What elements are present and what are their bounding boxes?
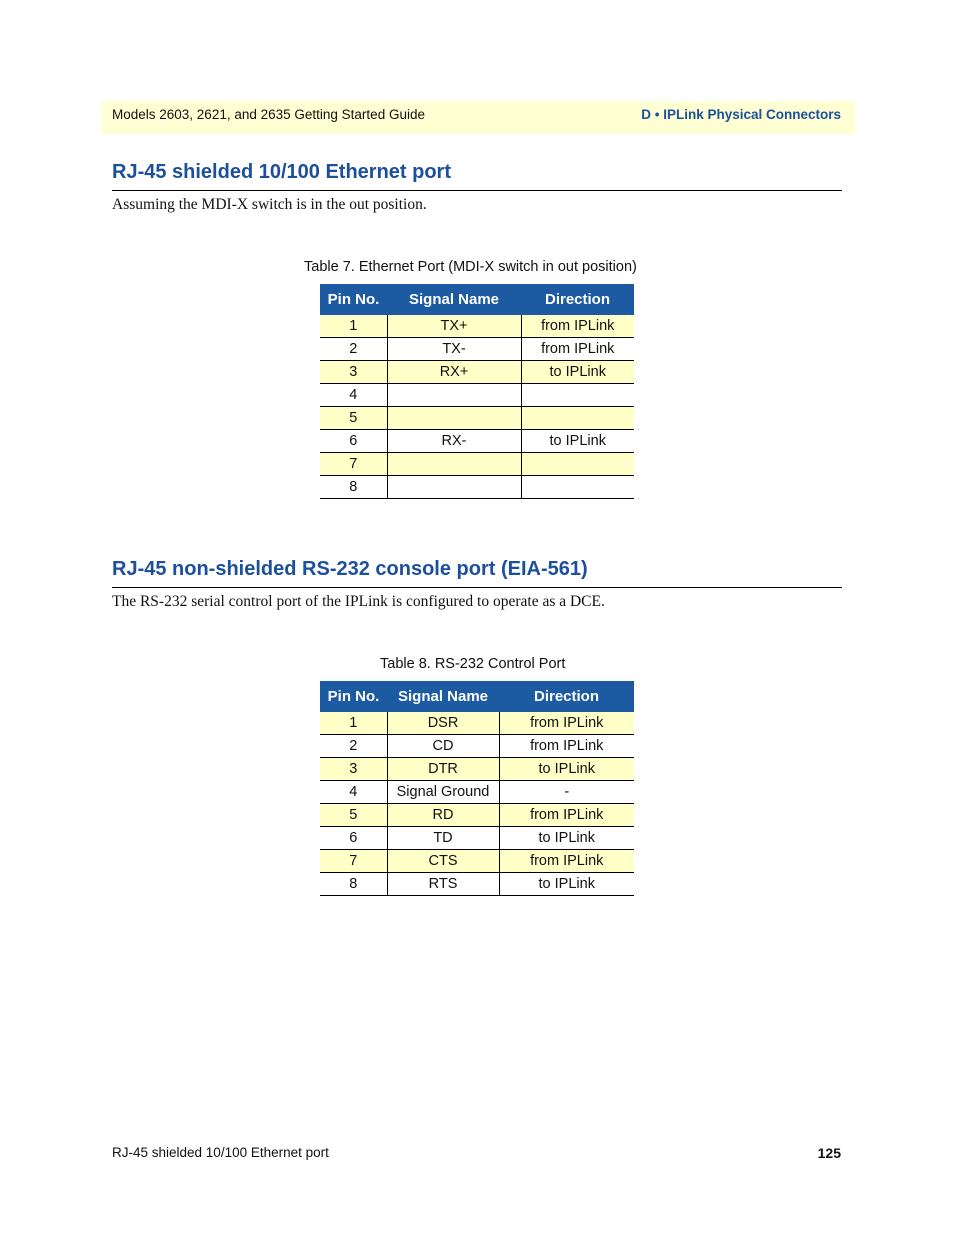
table-row <box>320 850 634 873</box>
cell-pin: 5 <box>320 804 387 827</box>
header-guide-title: Models 2603, 2621, and 2635 Getting Started Guide <box>112 107 425 122</box>
cell-pin: 8 <box>320 476 387 499</box>
cell-pin: 2 <box>320 735 387 758</box>
table-row <box>320 804 634 827</box>
cell-pin: 2 <box>320 338 387 361</box>
column-header-pin: Pin No. <box>320 284 387 315</box>
cell-signal: RX- <box>387 430 521 453</box>
cell-signal: TX- <box>387 338 521 361</box>
page-number: 125 <box>817 1145 841 1161</box>
cell-signal: RD <box>387 804 499 827</box>
cell-signal <box>387 407 521 430</box>
cell-pin: 6 <box>320 827 387 850</box>
table-row <box>320 315 634 338</box>
cell-direction: to IPLink <box>499 873 634 896</box>
cell-signal: TD <box>387 827 499 850</box>
section-title-ethernet: RJ-45 shielded 10/100 Ethernet port <box>112 161 452 183</box>
rs232-port-table <box>320 681 634 896</box>
cell-direction: from IPLink <box>499 804 634 827</box>
cell-direction: to IPLink <box>521 430 634 453</box>
table-row <box>320 384 634 407</box>
cell-direction: from IPLink <box>521 338 634 361</box>
table-row <box>320 407 634 430</box>
cell-direction: from IPLink <box>499 735 634 758</box>
cell-direction: to IPLink <box>521 361 634 384</box>
column-header-pin: Pin No. <box>320 681 387 712</box>
cell-pin: 4 <box>320 384 387 407</box>
cell-direction: from IPLink <box>521 315 634 338</box>
cell-signal: CTS <box>387 850 499 873</box>
cell-pin: 7 <box>320 850 387 873</box>
header-chapter-title: D • IPLink Physical Connectors <box>641 107 841 122</box>
running-header <box>101 101 855 134</box>
table-header-row <box>320 681 634 712</box>
cell-direction: from IPLink <box>499 712 634 735</box>
table-row <box>320 476 634 499</box>
cell-signal: DTR <box>387 758 499 781</box>
cell-pin: 7 <box>320 453 387 476</box>
column-header-signal: Signal Name <box>387 284 521 315</box>
section-title-console: RJ-45 non-shielded RS-232 console port (EIA-561) <box>112 558 588 580</box>
table-row <box>320 338 634 361</box>
cell-direction: to IPLink <box>499 758 634 781</box>
cell-pin: 5 <box>320 407 387 430</box>
cell-direction: - <box>499 781 634 804</box>
table-caption-ethernet: Table 7. Ethernet Port (MDI-X switch in out position) <box>304 259 637 275</box>
cell-signal: TX+ <box>387 315 521 338</box>
cell-pin: 3 <box>320 758 387 781</box>
cell-signal <box>387 476 521 499</box>
cell-direction <box>521 453 634 476</box>
cell-signal <box>387 384 521 407</box>
cell-direction <box>521 384 634 407</box>
cell-pin: 1 <box>320 315 387 338</box>
column-header-direction: Direction <box>499 681 634 712</box>
table-row <box>320 827 634 850</box>
cell-signal: RTS <box>387 873 499 896</box>
footer-section-title: RJ-45 shielded 10/100 Ethernet port <box>112 1145 329 1160</box>
cell-signal: Signal Ground <box>387 781 499 804</box>
cell-pin: 4 <box>320 781 387 804</box>
cell-pin: 6 <box>320 430 387 453</box>
section-rule <box>112 587 842 588</box>
table-row <box>320 735 634 758</box>
rs232-table-body <box>320 712 634 896</box>
cell-pin: 8 <box>320 873 387 896</box>
ethernet-table-body <box>320 315 634 499</box>
section-body-console: The RS-232 serial control port of the IPLink is configured to operate as a DCE. <box>112 593 605 610</box>
cell-direction: from IPLink <box>499 850 634 873</box>
table-row <box>320 453 634 476</box>
table-row <box>320 712 634 735</box>
table-row <box>320 361 634 384</box>
table-row <box>320 430 634 453</box>
cell-signal: DSR <box>387 712 499 735</box>
table-row <box>320 873 634 896</box>
table-header-row <box>320 284 634 315</box>
cell-direction <box>521 407 634 430</box>
section-body-ethernet: Assuming the MDI-X switch is in the out position. <box>112 196 427 213</box>
table-row <box>320 758 634 781</box>
cell-direction <box>521 476 634 499</box>
column-header-direction: Direction <box>521 284 634 315</box>
section-rule <box>112 190 842 191</box>
cell-pin: 3 <box>320 361 387 384</box>
table-row <box>320 781 634 804</box>
ethernet-port-table <box>320 284 634 499</box>
cell-direction: to IPLink <box>499 827 634 850</box>
table-caption-console: Table 8. RS-232 Control Port <box>380 656 566 672</box>
cell-signal: CD <box>387 735 499 758</box>
cell-signal <box>387 453 521 476</box>
column-header-signal: Signal Name <box>387 681 499 712</box>
cell-pin: 1 <box>320 712 387 735</box>
cell-signal: RX+ <box>387 361 521 384</box>
